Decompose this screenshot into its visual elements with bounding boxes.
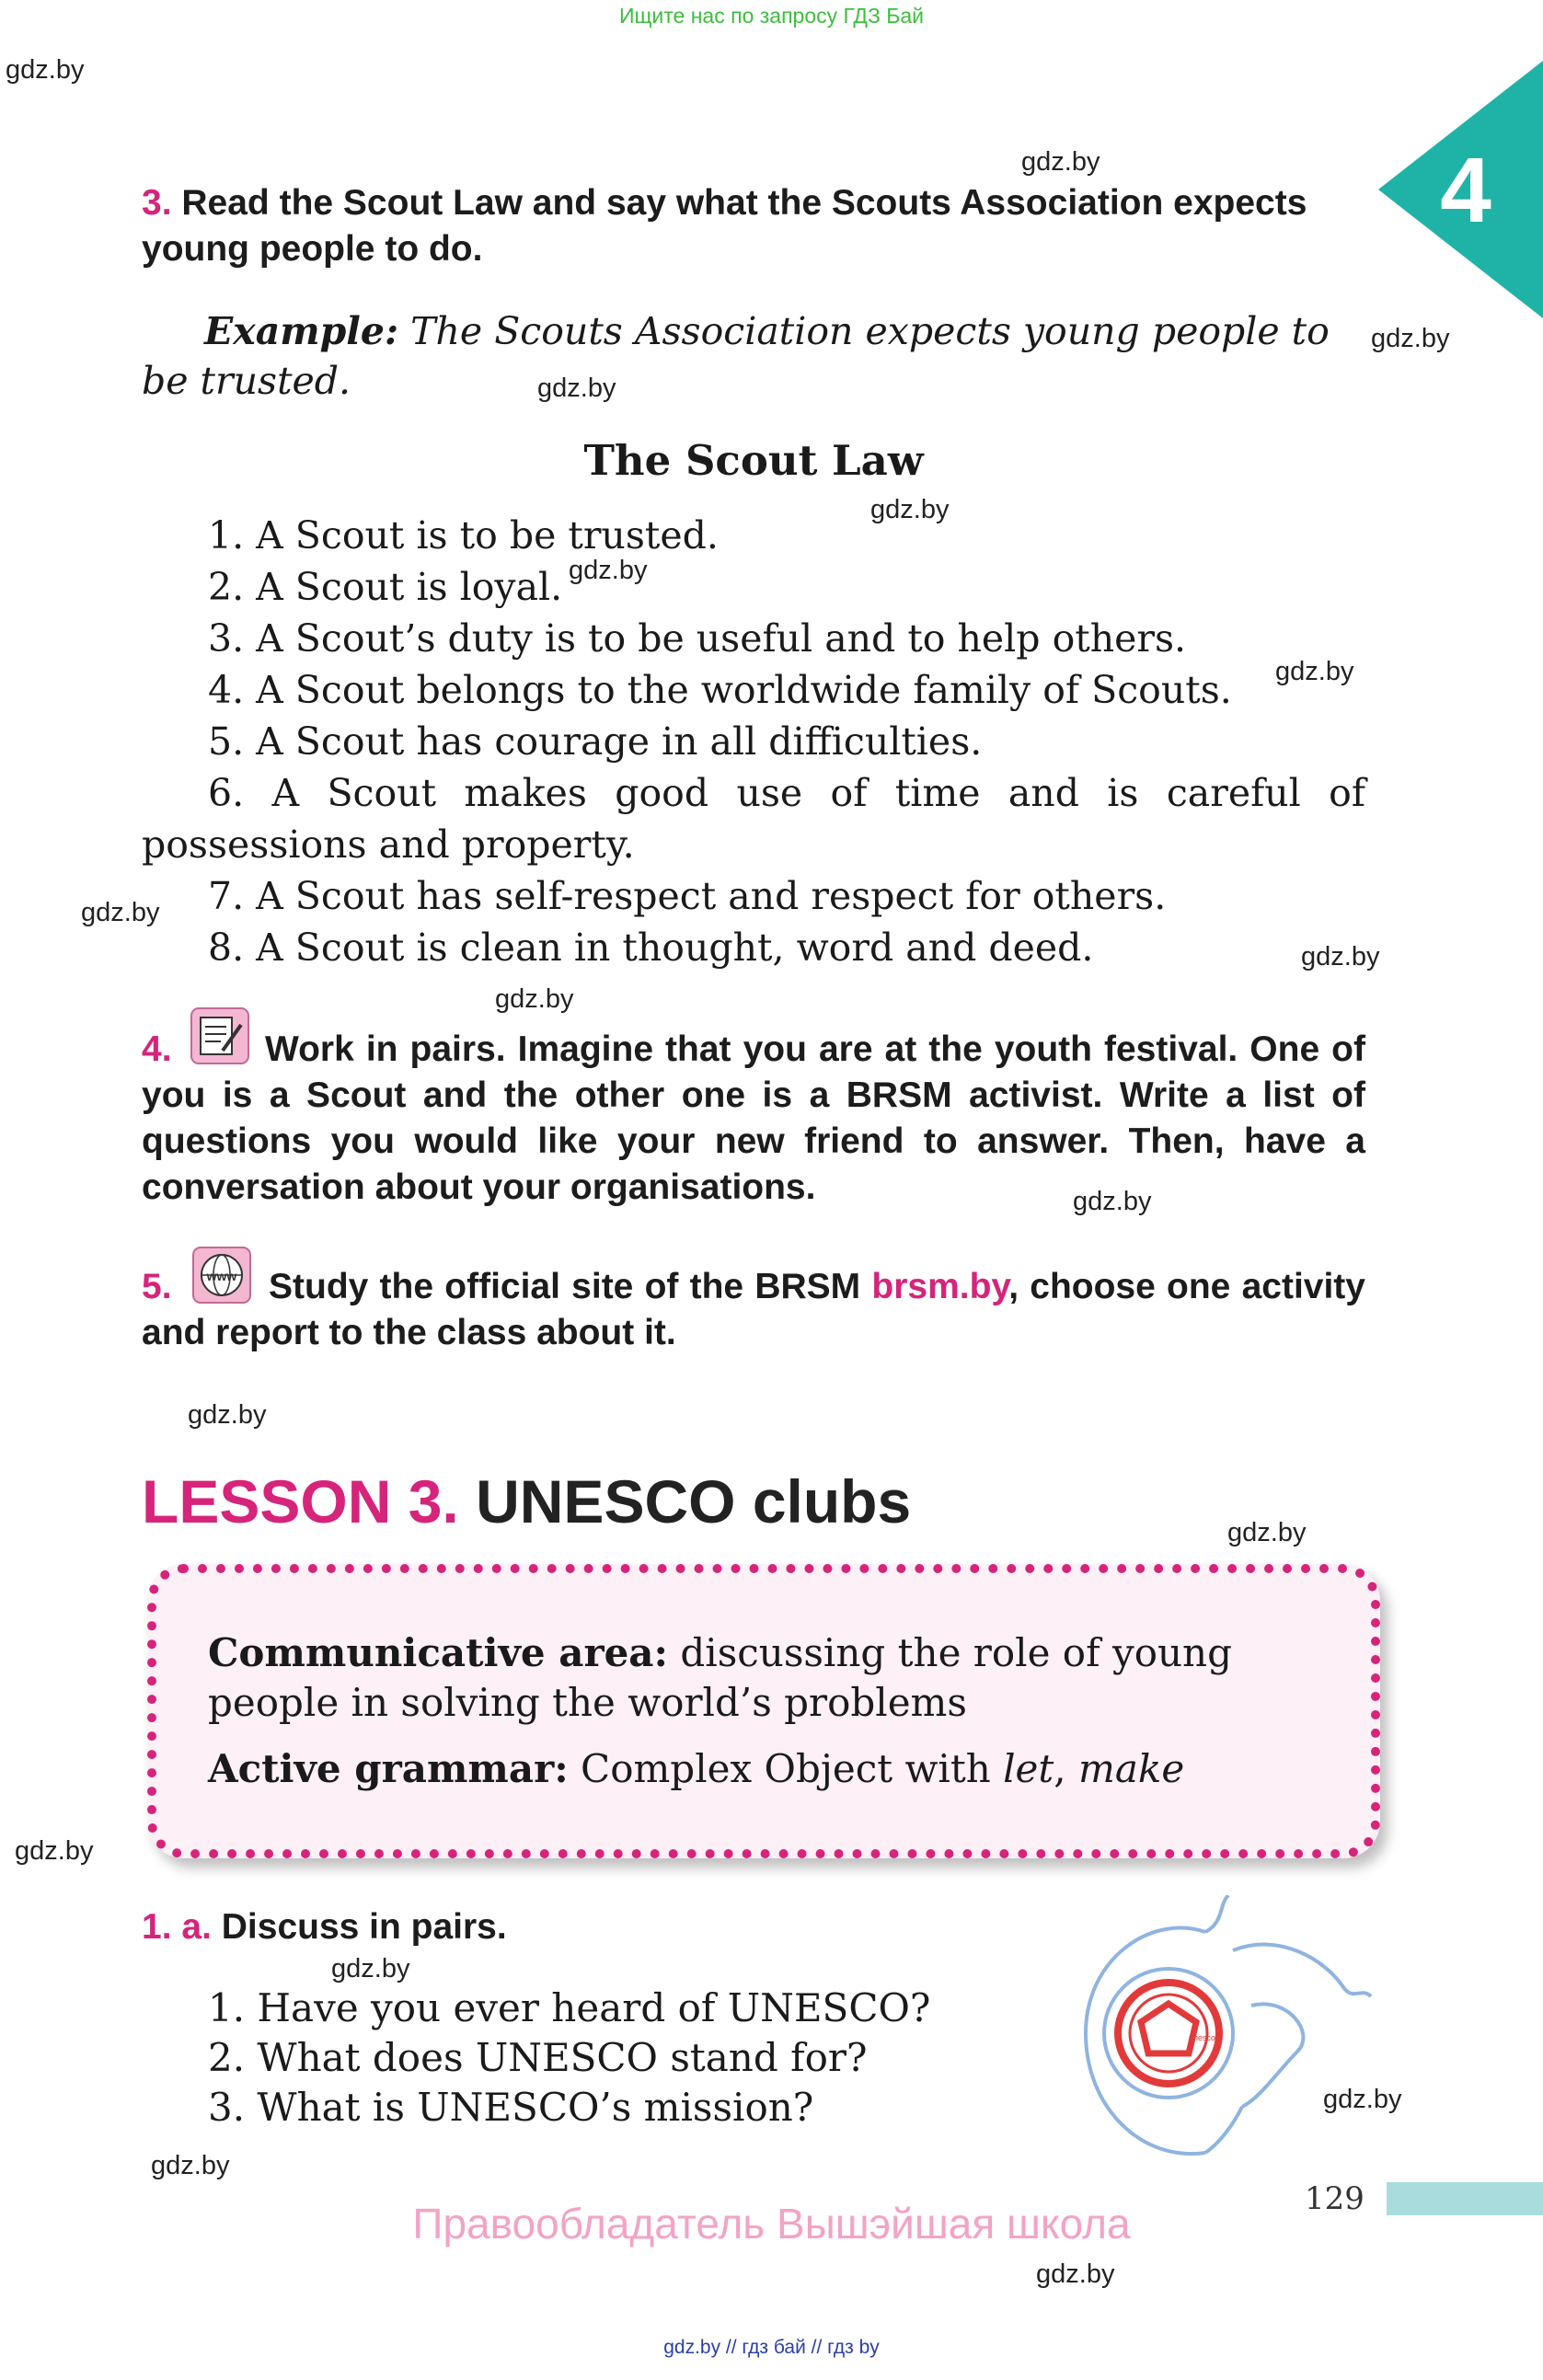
- page-number: 129: [1305, 2180, 1365, 2217]
- copyright-owner: Правообладатель Вышэйшая школа: [412, 2200, 1131, 2248]
- discussion-question: 3. What is UNESCO’s mission?: [208, 2085, 814, 2130]
- scout-law-item: 8. A Scout is clean in thought, word and deed.: [208, 926, 1094, 970]
- lesson-heading: [142, 1466, 911, 1536]
- bottom-banner: gdz.by // гдз бай // гдз by: [663, 2337, 880, 2358]
- watermark: gdz.by: [188, 1400, 267, 1430]
- grammar-make: make: [1078, 1746, 1185, 1791]
- watermark: gdz.by: [1227, 1518, 1307, 1547]
- task-1-sub: a.: [181, 1907, 212, 1947]
- scout-law-item: 2. A Scout is loyal.: [208, 565, 563, 609]
- active-grammar-text: Complex Object with: [568, 1746, 1004, 1791]
- scout-law-item: 5. A Scout has courage in all difficulties.: [208, 719, 983, 764]
- watermark: gdz.by: [151, 2151, 230, 2180]
- scout-law-item: 3. A Scout’s duty is to be useful and to help others.: [208, 616, 1187, 661]
- example-text: The Scouts Association expects young people to be trusted.: [142, 309, 1330, 403]
- task-3-example: [142, 306, 1365, 406]
- watermark: gdz.by: [1301, 942, 1380, 972]
- lesson-title: UNESCO clubs: [476, 1467, 912, 1535]
- watermark: gdz.by: [1371, 324, 1450, 353]
- task-3-text: Read the Scout Law and say what the Scouts Association expects young people to do.: [142, 183, 1307, 269]
- task-3-number: 3.: [142, 183, 172, 223]
- active-grammar: [208, 1744, 1330, 1794]
- watermark: gdz.by: [81, 898, 160, 927]
- watermark: gdz.by: [15, 1836, 94, 1866]
- watermark: gdz.by: [331, 1954, 410, 1983]
- task-1-instruction: [142, 1904, 786, 1950]
- task-4-number: 4.: [142, 1029, 172, 1069]
- svg-text:www: www: [206, 1269, 237, 1283]
- communicative-area-label: Communicative area:: [208, 1630, 669, 1675]
- lesson-label: LESSON 3.: [142, 1467, 459, 1535]
- task-4-text: Work in pairs. Imagine that you are at the youth festival. One of you is a Scout and the other one is a BRSM activist. Write a list of questions you would like your new friend to answer. Then, have a conversation about your organisations.: [142, 1029, 1365, 1207]
- communicative-area-text: discussing the role of young people in solving the world’s problems: [208, 1630, 1232, 1725]
- grammar-sep: ,: [1054, 1746, 1078, 1791]
- task-5-instruction: [142, 1264, 1365, 1356]
- watermark: gdz.by: [1275, 657, 1354, 686]
- watermark: gdz.by: [1021, 147, 1100, 177]
- top-banner: Ищите нас по запросу ГДЗ Бай: [618, 4, 925, 28]
- communicative-area: [208, 1628, 1330, 1728]
- task-1-number: 1.: [142, 1907, 172, 1947]
- watermark: gdz.by: [6, 55, 85, 85]
- watermark: gdz.by: [569, 556, 648, 585]
- task-3-instruction: [142, 180, 1365, 272]
- scout-law-item: 1. A Scout is to be trusted.: [208, 513, 719, 558]
- watermark: gdz.by: [1073, 1187, 1152, 1216]
- brsm-link[interactable]: brsm.by: [871, 1267, 1009, 1306]
- discussion-question: 1. Have you ever heard of UNESCO?: [208, 1985, 931, 2030]
- active-grammar-label: Active grammar:: [208, 1746, 569, 1791]
- scout-law-item: 4. A Scout belongs to the worldwide family of Scouts.: [208, 668, 1232, 712]
- task-1-title: Discuss in pairs.: [221, 1907, 507, 1947]
- watermark: gdz.by: [537, 374, 616, 403]
- chapter-number: 4: [1440, 139, 1491, 242]
- watermark: gdz.by: [870, 495, 950, 524]
- discussion-question: 2. What does UNESCO stand for?: [208, 2035, 868, 2080]
- task-5-text-before: Study the official site of the BRSM: [269, 1267, 872, 1306]
- grammar-let: let: [1003, 1746, 1054, 1791]
- scout-law-item: 6. A Scout makes good use of time and is careful of possessions and property.: [142, 771, 1365, 867]
- scout-law-title: The Scout Law: [583, 436, 924, 485]
- example-label: Example:: [204, 309, 399, 353]
- task-4-instruction: [142, 1027, 1365, 1211]
- unesco-logo-illustration: [1067, 1895, 1380, 2171]
- chapter-tab: [1378, 61, 1543, 318]
- watermark: gdz.by: [1036, 2259, 1115, 2289]
- watermark: gdz.by: [1323, 2085, 1402, 2114]
- scout-law-item: 7. A Scout has self-respect and respect for others.: [208, 874, 1167, 918]
- task-5-text-after: , choose one activity and report to the class about it.: [142, 1267, 1365, 1352]
- unesco-logo-text: unesco: [1189, 2033, 1216, 2042]
- watermark: gdz.by: [495, 984, 574, 1014]
- task-5-number: 5.: [142, 1267, 172, 1306]
